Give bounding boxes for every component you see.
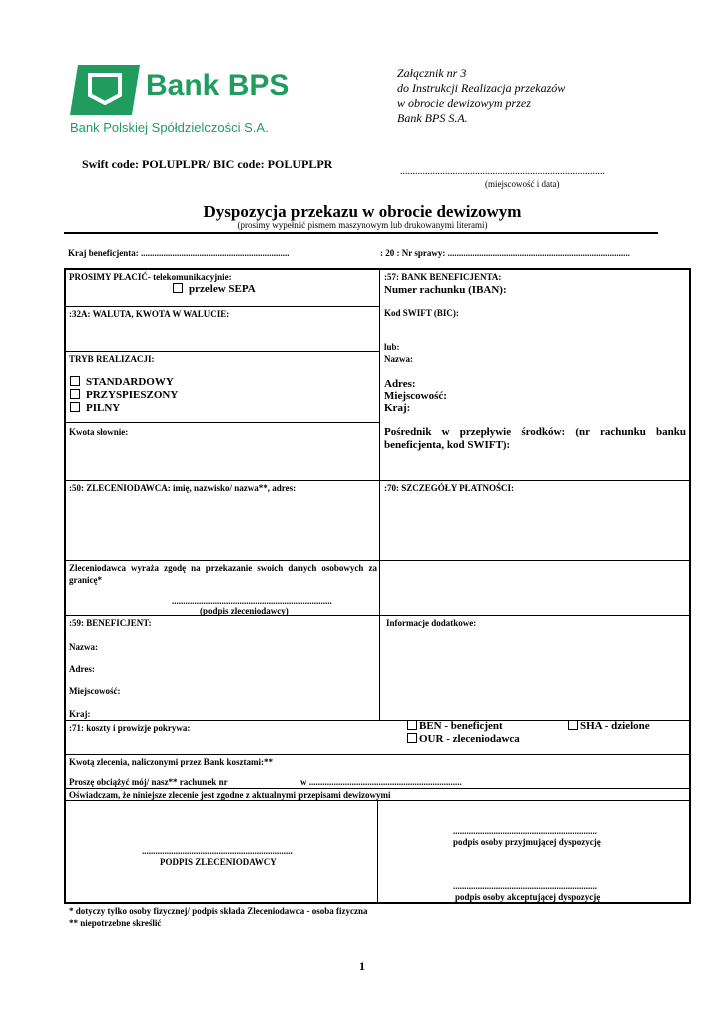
sepa-checkbox[interactable] [173, 283, 183, 293]
sepa-option[interactable] [173, 283, 256, 295]
cost-our-option[interactable] [407, 733, 520, 745]
orderer-sign-dots[interactable]: ................................................................... [142, 846, 293, 856]
cost-ben-label: BEN - beneficjent [419, 720, 503, 732]
express-label: PRZYSPIESZONY [86, 389, 179, 401]
amount-words-label: Kwota słownie: [69, 427, 129, 437]
consent-sign-label: (podpis zleceniodawcy) [200, 606, 289, 616]
attachment-line1: Załącznik nr 3 [397, 66, 467, 80]
beneficiary-country-field[interactable]: Kraj beneficjenta: .................................................................. [68, 248, 290, 258]
charge-account-label: Proszę obciążyć mój/ nasz** rachunek nr [69, 777, 228, 787]
receiver-sign-dots[interactable]: ................................................................ [453, 826, 597, 836]
column-divider-bottom [377, 800, 378, 904]
urgent-checkbox[interactable] [70, 402, 80, 412]
footnote-2: ** niepotrzebne skreślić [69, 918, 162, 928]
bank-country-label: Kraj: [384, 402, 411, 414]
place-date-dots[interactable]: .................................................................................. [400, 166, 605, 177]
row-line [64, 788, 691, 789]
express-checkbox[interactable] [70, 389, 80, 399]
bank-name: Bank BPS [146, 69, 290, 102]
mode-option-standard[interactable] [70, 376, 174, 388]
pay-title: PROSIMY PŁACIĆ- telekomunikacyjnie: [69, 272, 232, 282]
beneficiary-city-label: Miejscowość: [69, 686, 121, 696]
or-label: lub: [384, 342, 400, 352]
currency-amount-label: :32A: WALUTA, KWOTA W WALUCIE: [69, 309, 230, 319]
row-line [64, 800, 691, 801]
intermediary-label: Pośrednik w przepływie środków: (nr rachunku banku beneficjenta, kod SWIFT): [384, 426, 686, 451]
consent-sign-dots[interactable]: ....................................................................... [172, 596, 332, 606]
row-line [64, 754, 691, 755]
urgent-label: PILNY [86, 402, 121, 414]
payment-details-label: :70: SZCZEGÓŁY PŁATNOŚCI: [384, 483, 515, 493]
mode-title: TRYB REALIZACJI: [69, 354, 155, 364]
beneficiary-name-label: Nazwa: [69, 642, 98, 652]
attachment-line2: do Instrukcji Realizacja przekazów [397, 81, 566, 95]
beneficiary-label: :59: BENEFICJENT: [69, 618, 152, 628]
form-title: Dyspozycja przekazu w obrocie dewizowym [203, 202, 522, 221]
cost-our-checkbox[interactable] [407, 733, 417, 743]
beneficiary-address-label: Adres: [69, 664, 95, 674]
sepa-label: przelew SEPA [189, 283, 256, 295]
column-divider-top [379, 268, 380, 720]
page-number: 1 [359, 959, 365, 973]
bank-name-label: Nazwa: [384, 354, 413, 364]
place-date-label: (miejscowość i data) [485, 179, 560, 189]
approver-sign-dots[interactable]: ................................................................ [453, 881, 597, 891]
approver-sign-label: podpis osoby akceptującej dyspozycję [455, 892, 601, 902]
footnote-1: * dotyczy tylko osoby fizycznej/ podpis składa Zleceniodawca - osoba fizyczna [69, 906, 368, 916]
row-line [64, 560, 691, 561]
bank-logo [70, 62, 290, 142]
receiver-sign-label: podpis osoby przyjmującej dyspozycję [453, 837, 601, 847]
row-line [64, 422, 380, 423]
mode-option-express[interactable] [70, 389, 178, 401]
standard-label: STANDARDOWY [86, 376, 174, 388]
bank-address-label: Adres: [384, 378, 416, 390]
cost-our-label: OUR - zleceniodawca [419, 733, 520, 745]
attachment-note [397, 66, 565, 126]
additional-info-label: Informacje dodatkowe: [386, 618, 477, 628]
bank-beneficiary-title: :57: BANK BENEFICJENTA: [384, 272, 502, 282]
case-number-field[interactable]: : 20 : Nr sprawy: ................................................................................. [380, 248, 630, 258]
title-rule [64, 232, 658, 234]
declaration-text: Oświadczam, że niniejsze zlecenie jest zgodne z aktualnymi przepisami dewizowymi [69, 790, 391, 800]
cost-sha-option[interactable] [568, 720, 650, 732]
attachment-line3: w obrocie dewizowym przez [397, 96, 531, 110]
costs-label: :71: koszty i prowizje pokrywa: [69, 723, 191, 733]
standard-checkbox[interactable] [70, 376, 80, 386]
cost-ben-option[interactable] [407, 720, 503, 732]
consent-text: Zleceniodawca wyraża zgodę na przekazanie swoich danych osobowych za granicę* [69, 563, 377, 585]
bank-logo-icon [70, 65, 140, 115]
swift-bic-label: Kod SWIFT (BIC): [384, 308, 459, 318]
beneficiary-country-label: Kraj: [69, 709, 91, 719]
mode-option-urgent[interactable] [70, 402, 120, 414]
swift-code: Swift code: POLUPLPR/ BIC code: POLUPLPR [82, 157, 333, 171]
row-line [64, 351, 380, 352]
iban-label: Numer rachunku (IBAN): [384, 284, 507, 296]
row-line [64, 306, 380, 307]
cost-sha-label: SHA - dzielone [580, 720, 650, 732]
cost-sha-checkbox[interactable] [568, 720, 578, 730]
orderer-sign-label: PODPIS ZLECENIODAWCY [160, 857, 277, 867]
amount-costs-label: Kwotą zlecenia, naliczonymi przez Bank kosztami:** [69, 757, 273, 767]
cost-ben-checkbox[interactable] [407, 720, 417, 730]
charge-bank-field[interactable]: w .................................................................... [300, 777, 462, 787]
orderer-label: :50: ZLECENIODAWCA: imię, nazwisko/ nazwa**, adres: [69, 483, 297, 493]
bank-full-name: Bank Polskiej Spółdzielczości S.A. [70, 120, 269, 135]
form-subtitle: (prosimy wypełnić pismem maszynowym lub drukowanymi literami) [237, 220, 488, 230]
row-line [64, 480, 691, 481]
attachment-line4: Bank BPS S.A. [397, 111, 468, 125]
row-line [64, 615, 691, 616]
bank-city-label: Miejscowość: [384, 390, 447, 402]
